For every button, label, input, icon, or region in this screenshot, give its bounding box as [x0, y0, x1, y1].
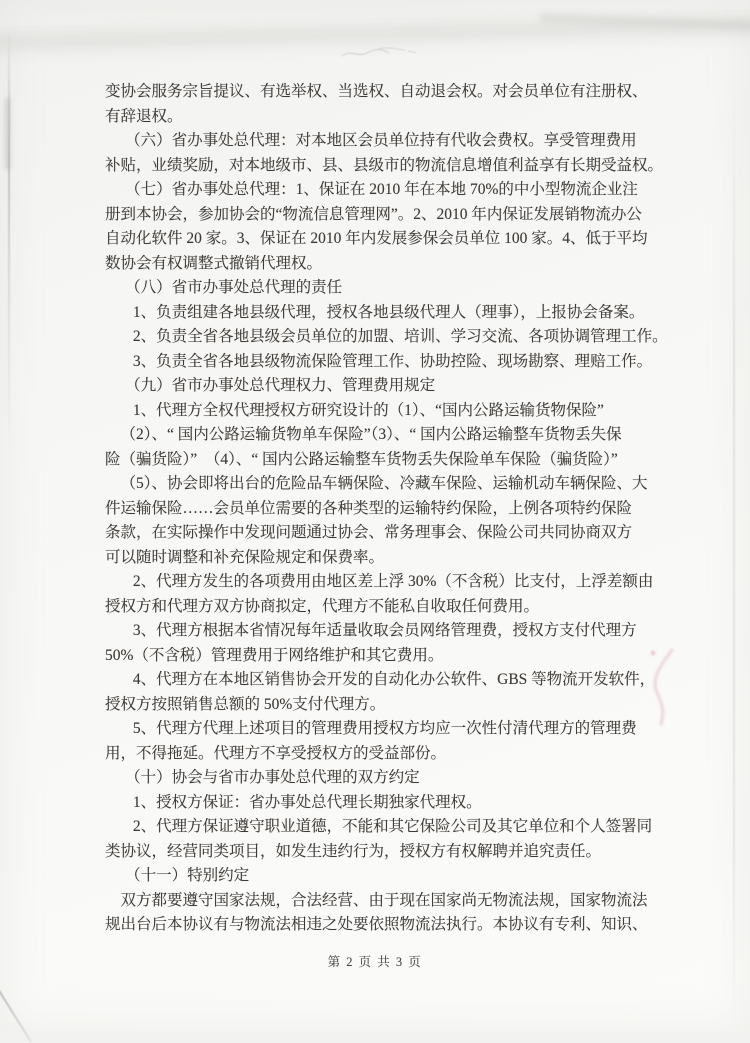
text-line: 50%（不含税）管理费用于网络维护和其它费用。	[105, 644, 663, 669]
text-line: 5、代理方代理上述项目的管理费用授权方均应一次性付清代理方的管理费	[105, 717, 663, 742]
text-line: 双方都要遵守国家法规，合法经营、由于现在国家尚无物流法规，国家物流法	[105, 889, 663, 914]
text-line: 补贴，业绩奖励，对本地级市、县、县级市的物流信息增值利益享有长期受益权。	[105, 154, 663, 179]
text-line: （六）省办事处总代理：对本地区会员单位持有代收会费权。享受管理费用	[105, 129, 663, 154]
text-line: （十）协会与省市办事处总代理的双方约定	[105, 766, 663, 791]
text-line: 3、代理方根据本省情况每年适量收取会员网络管理费，授权方支付代理方	[105, 619, 663, 644]
text-line: 授权方和代理方双方协商拟定，代理方不能私自收取任何费用。	[105, 595, 663, 620]
text-line: 条款，在实际操作中发现问题通过协会、常务理事会、保险公司共同协商双方	[105, 521, 663, 546]
text-line: 类协议，经营同类项目，如发生违约行为，授权方有权解聘并追究责任。	[105, 840, 663, 865]
text-line: （十一）特别约定	[105, 864, 663, 889]
text-line: 1、负责组建各地县级代理，授权各地县级代理人（理事），上报协会备案。	[105, 301, 663, 326]
paper-fold-line	[8, 28, 10, 448]
text-line: （2）、“ 国内公路运输货物单车保险”（3）、“ 国内公路运输整车货物丢失保	[105, 423, 663, 448]
text-line: 授权方按照销售总额的 50%支付代理方。	[105, 693, 663, 718]
page-number: 第 2 页 共 3 页	[0, 952, 750, 970]
text-line: 2、代理方保证遵守职业道德，不能和其它保险公司及其它单位和个人签署同	[105, 815, 663, 840]
text-line: 可以随时调整和补充保险规定和保费率。	[105, 546, 663, 571]
text-line: （七）省办事处总代理：1、保证在 2010 年在本地 70%的中小型物流企业注	[105, 178, 663, 203]
text-line: 2、代理方发生的各项费用由地区差上浮 30%（不含税）比支付，上浮差额由	[105, 570, 663, 595]
document-body	[105, 80, 663, 938]
text-line: （九）省市办事处总代理权力、管理费用规定	[105, 374, 663, 399]
paper-fold-patch	[5, 98, 10, 170]
text-line: 险（骗货险）” （4）、“ 国内公路运输整车货物丢失保险单车保险（骗货险）”	[105, 448, 663, 473]
text-line: 自动化软件 20 家。3、保证在 2010 年内发展参保会员单位 100 家。4、低于平均	[105, 227, 663, 252]
text-line: 2、负责全省各地县级会员单位的加盟、培训、学习交流、各项协调管理工作。	[105, 325, 663, 350]
text-line: 4、代理方在本地区销售协会开发的自动化办公软件、GBS 等物流开发软件，	[105, 668, 663, 693]
bottom-left-crease	[0, 984, 32, 1043]
paper-right-edge	[733, 70, 735, 1032]
text-line: 规出台后本协议有与物流法相违之处要依照物流法执行。本协议有专利、知识、	[105, 913, 663, 938]
text-line: 1、代理方全权代理授权方研究设计的（1）、“国内公路运输货物保险”	[105, 399, 663, 424]
text-line: （八）省市办事处总代理的责任	[105, 276, 663, 301]
text-line: 数协会有权调整式撤销代理权。	[105, 252, 663, 277]
text-line: 册到本协会，参加协会的“物流信息管理网”。2、2010 年内保证发展销物流办公	[105, 203, 663, 228]
text-line: 用，不得拖延。代理方不享受授权方的受益部份。	[105, 742, 663, 767]
text-line: 件运输保险……会员单位需要的各种类型的运输特约保险，上例各项特约保险	[105, 497, 663, 522]
text-line: 有辞退权。	[105, 105, 663, 130]
text-line: 变协会服务宗旨提议、有选举权、当选权、自动退会权。对会员单位有注册权、	[105, 80, 663, 105]
pencil-smudge-mark	[338, 42, 422, 64]
text-line: （5）、协会即将出台的危险品车辆保险、冷藏车保险、运输机动车辆保险、大	[105, 472, 663, 497]
text-line: 3、负责全省各地县级物流保险管理工作、协助控险、现场勘察、理赔工作。	[105, 350, 663, 375]
text-line: 1、授权方保证：省办事处总代理长期独家代理权。	[105, 791, 663, 816]
